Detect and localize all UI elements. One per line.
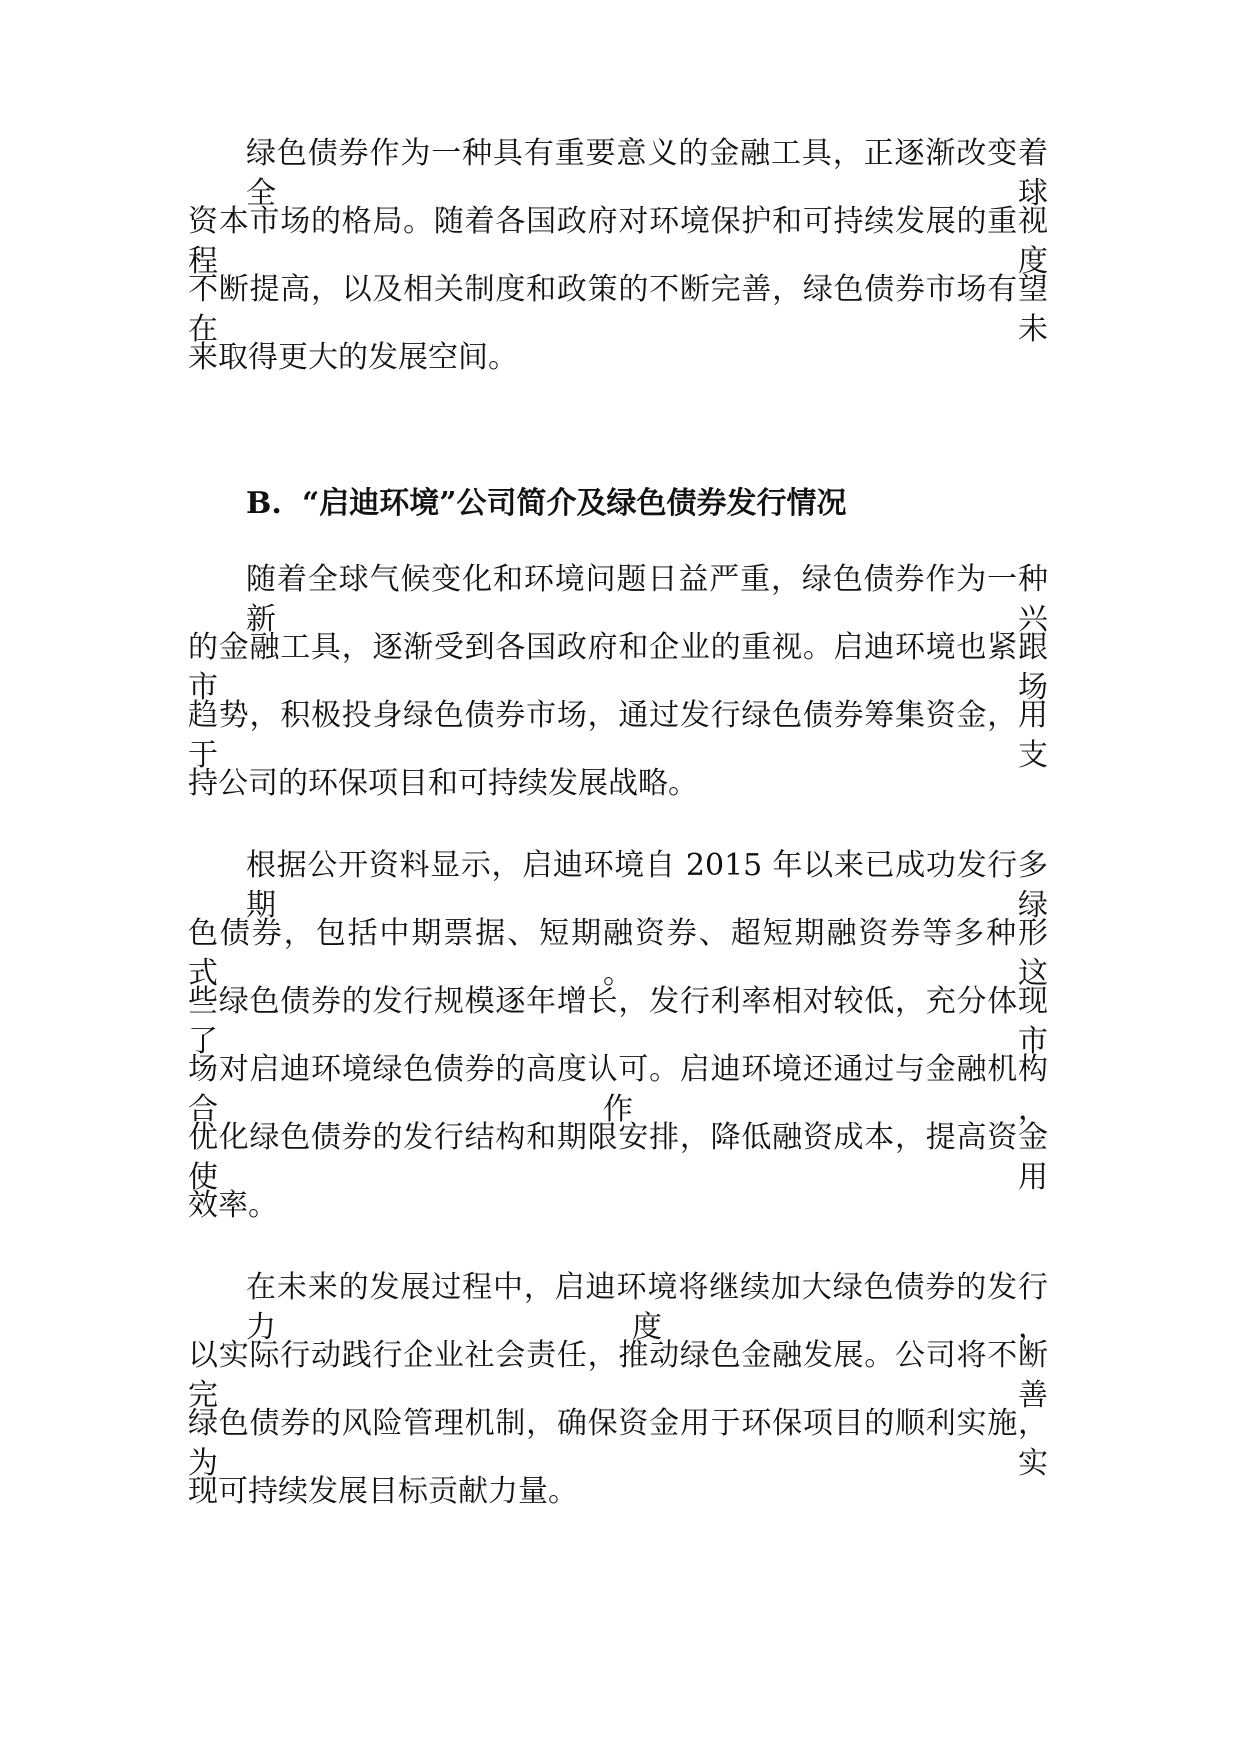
paragraph-3-line-4: 场对启迪环境绿色债券的高度认可。启迪环境还通过与金融机构合作， — [188, 1052, 1048, 1127]
paragraph-1-line-2: 资本市场的格局。随着各国政府对环境保护和可持续发展的重视程度 — [188, 204, 1048, 279]
paragraph-4-line-1: 在未来的发展过程中，启迪环境将继续加大绿色债券的发行力度， — [246, 1270, 1048, 1345]
paragraph-4-line-3: 绿色债券的风险管理机制，确保资金用于环保项目的顺利实施，为实 — [188, 1406, 1048, 1481]
section-heading — [246, 484, 847, 524]
section-heading-label: B. — [246, 486, 282, 521]
paragraph-2-line-3: 趋势，积极投身绿色债券市场，通过发行绿色债券筹集资金，用于支 — [188, 698, 1048, 773]
paragraph-3-line-6: 效率。 — [188, 1188, 278, 1223]
paragraph-2-line-4: 持公司的环保项目和可持续发展战略。 — [188, 766, 698, 801]
paragraph-4-line-4: 现可持续发展目标贡献力量。 — [188, 1474, 578, 1509]
paragraph-1-line-4: 来取得更大的发展空间。 — [188, 340, 518, 375]
section-heading-title: “启迪环境”公司简介及绿色债券发行情况 — [302, 486, 847, 521]
paragraph-3-line-2: 色债券，包括中期票据、短期融资券、超短期融资券等多种形式。这 — [188, 916, 1048, 991]
paragraph-4-line-2: 以实际行动践行企业社会责任，推动绿色金融发展。公司将不断完善 — [188, 1338, 1048, 1413]
paragraph-1-line-1: 绿色债券作为一种具有重要意义的金融工具，正逐渐改变着全球 — [246, 136, 1048, 211]
paragraph-1-line-3: 不断提高，以及相关制度和政策的不断完善，绿色债券市场有望在未 — [188, 272, 1048, 347]
paragraph-2-line-2: 的金融工具，逐渐受到各国政府和企业的重视。启迪环境也紧跟市场 — [188, 630, 1048, 705]
paragraph-3-line-5: 优化绿色债券的发行结构和期限安排，降低融资成本，提高资金使用 — [188, 1120, 1048, 1195]
paragraph-3-line-3: 些绿色债券的发行规模逐年增长，发行利率相对较低，充分体现了市 — [188, 984, 1048, 1059]
paragraph-3-line-1: 根据公开资料显示，启迪环境自 2015 年以来已成功发行多期绿 — [246, 848, 1048, 923]
paragraph-2-line-1: 随着全球气候变化和环境问题日益严重，绿色债券作为一种新兴 — [246, 562, 1048, 637]
